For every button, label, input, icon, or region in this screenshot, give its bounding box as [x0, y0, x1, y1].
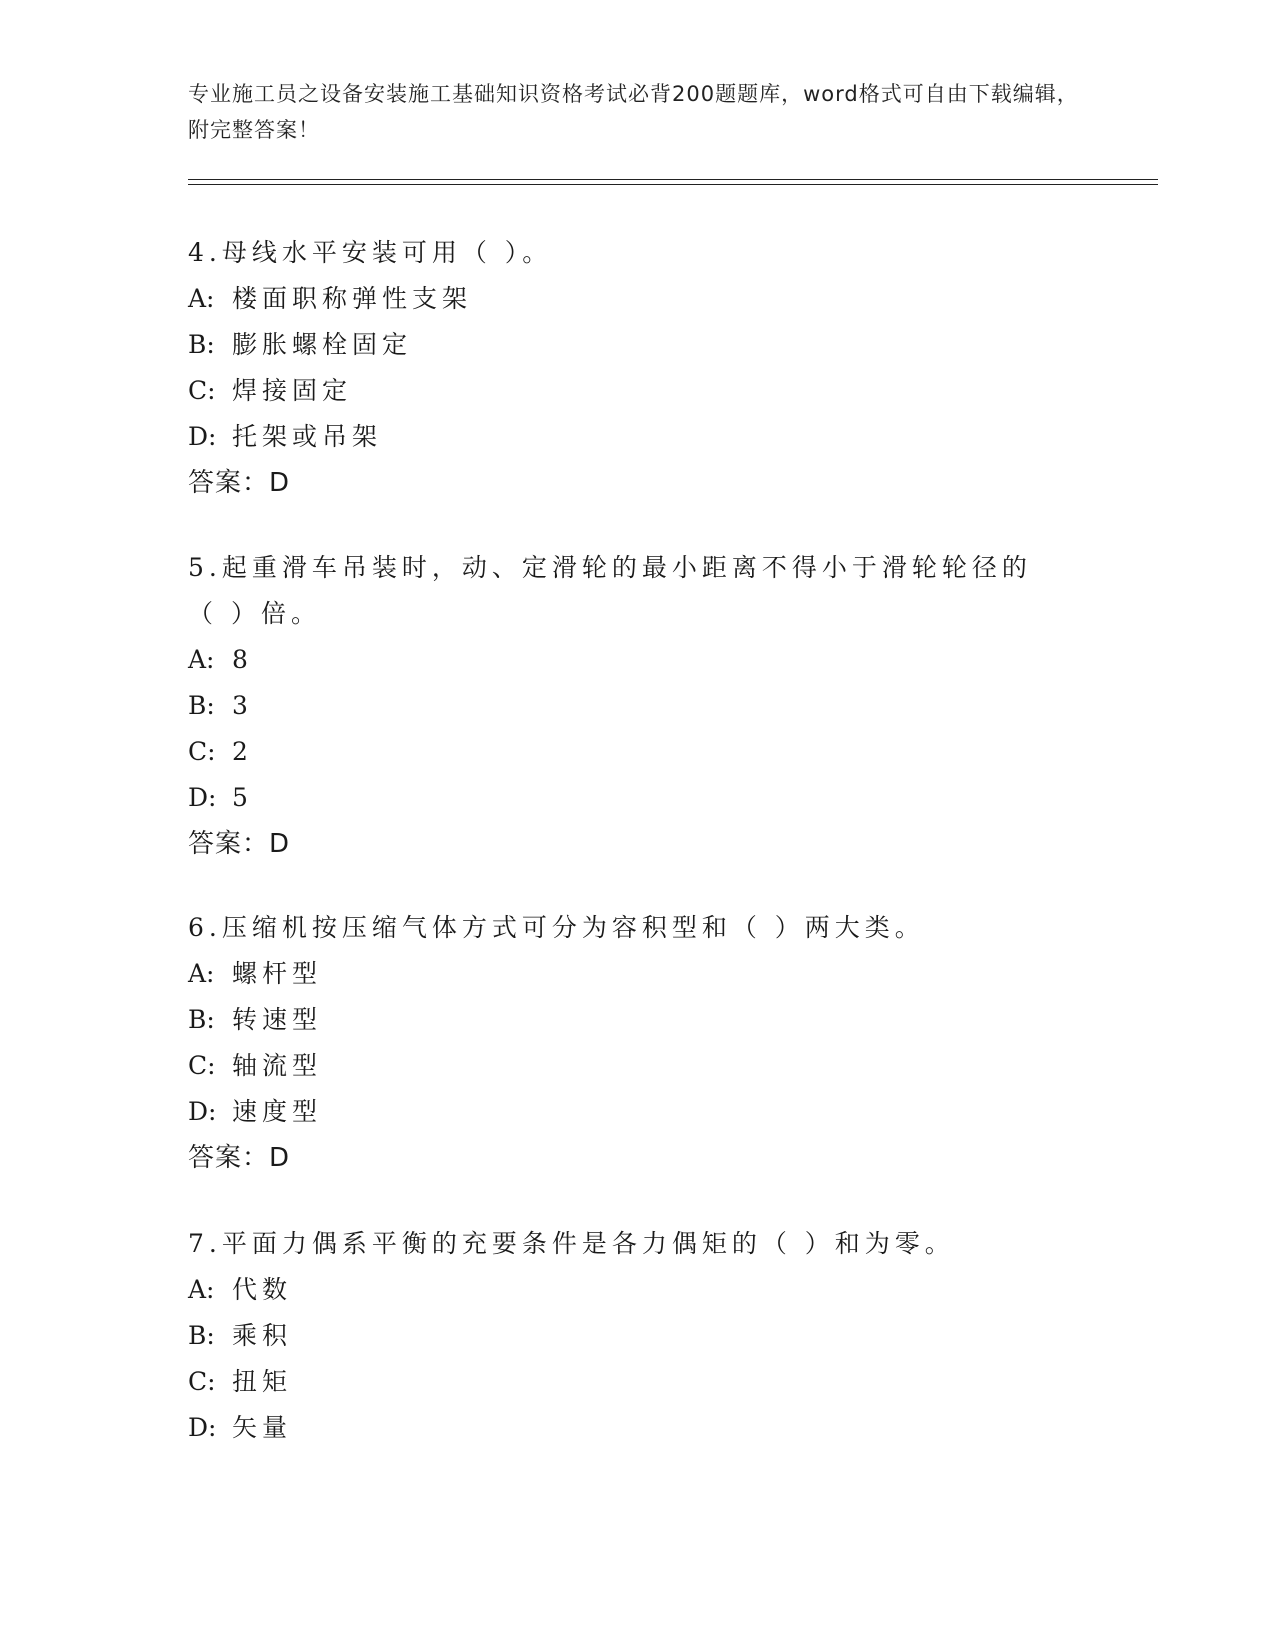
option-b: [188, 322, 1088, 368]
option-text: 转速型: [232, 1005, 323, 1034]
option-key: B:: [188, 1005, 215, 1034]
option-b: [188, 1313, 1088, 1359]
option-text: 8: [232, 645, 253, 674]
option-text: 楼面职称弹性支架: [232, 284, 473, 313]
option-d: [188, 1089, 1088, 1135]
option-text: 膨胀螺栓固定: [232, 330, 413, 359]
option-key: C:: [188, 737, 216, 766]
option-c: [188, 1043, 1088, 1089]
option-key: A:: [188, 284, 215, 313]
option-c: [188, 1359, 1088, 1405]
option-d: [188, 775, 1088, 821]
option-key: B:: [188, 1321, 215, 1350]
question-stem: 7.平面力偶系平衡的充要条件是各力偶矩的（ ）和为零。: [188, 1229, 955, 1258]
option-key: C:: [188, 1051, 216, 1080]
option-text: 焊接固定: [232, 376, 353, 405]
option-b: [188, 683, 1088, 729]
option-text: 轴流型: [232, 1051, 323, 1080]
option-key: D:: [188, 1097, 217, 1126]
answer-label: 答案：D: [188, 468, 291, 498]
option-text: 5: [232, 783, 253, 812]
option-key: B:: [188, 691, 215, 720]
option-key: A:: [188, 959, 215, 988]
document-header: 专业施工员之设备安装施工基础知识资格考试必背200题题库，word格式可自由下载编辑，附完整答案！: [188, 82, 1079, 142]
option-b: [188, 997, 1088, 1043]
option-text: 扭矩: [232, 1367, 293, 1396]
option-a: [188, 951, 1088, 997]
option-a: [188, 276, 1088, 322]
question-6: [188, 905, 1088, 1181]
option-d: [188, 1405, 1088, 1451]
question-stem: 4.母线水平安装可用（ ）。: [188, 238, 553, 267]
answer-label: 答案：D: [188, 1143, 291, 1173]
question-stem: 5.起重滑车吊装时，动、定滑轮的最小距离不得小于滑轮轮径的（ ）倍。: [188, 553, 1032, 628]
question-7: [188, 1221, 1088, 1451]
option-c: [188, 368, 1088, 414]
option-text: 速度型: [232, 1097, 323, 1126]
answer-label: 答案：D: [188, 829, 291, 859]
option-text: 代数: [232, 1275, 293, 1304]
option-text: 2: [232, 737, 253, 766]
option-d: [188, 414, 1088, 460]
option-c: [188, 729, 1088, 775]
option-text: 托架或吊架: [232, 422, 383, 451]
option-text: 矢量: [232, 1413, 293, 1442]
option-text: 3: [232, 691, 253, 720]
option-key: B:: [188, 330, 215, 359]
option-key: A:: [188, 645, 215, 674]
option-key: D:: [188, 422, 217, 451]
option-text: 乘积: [232, 1321, 293, 1350]
option-key: C:: [188, 1367, 216, 1396]
question-4: [188, 230, 1088, 506]
option-text: 螺杆型: [232, 959, 323, 988]
option-a: [188, 1267, 1088, 1313]
option-key: C:: [188, 376, 216, 405]
question-5: [188, 545, 1088, 867]
header-divider-top: [188, 179, 1158, 180]
header-divider-bottom: [188, 184, 1158, 185]
option-key: A:: [188, 1275, 215, 1304]
question-stem: 6.压缩机按压缩气体方式可分为容积型和（ ）两大类。: [188, 913, 925, 942]
option-key: D:: [188, 783, 217, 812]
option-key: D:: [188, 1413, 217, 1442]
option-a: [188, 637, 1088, 683]
